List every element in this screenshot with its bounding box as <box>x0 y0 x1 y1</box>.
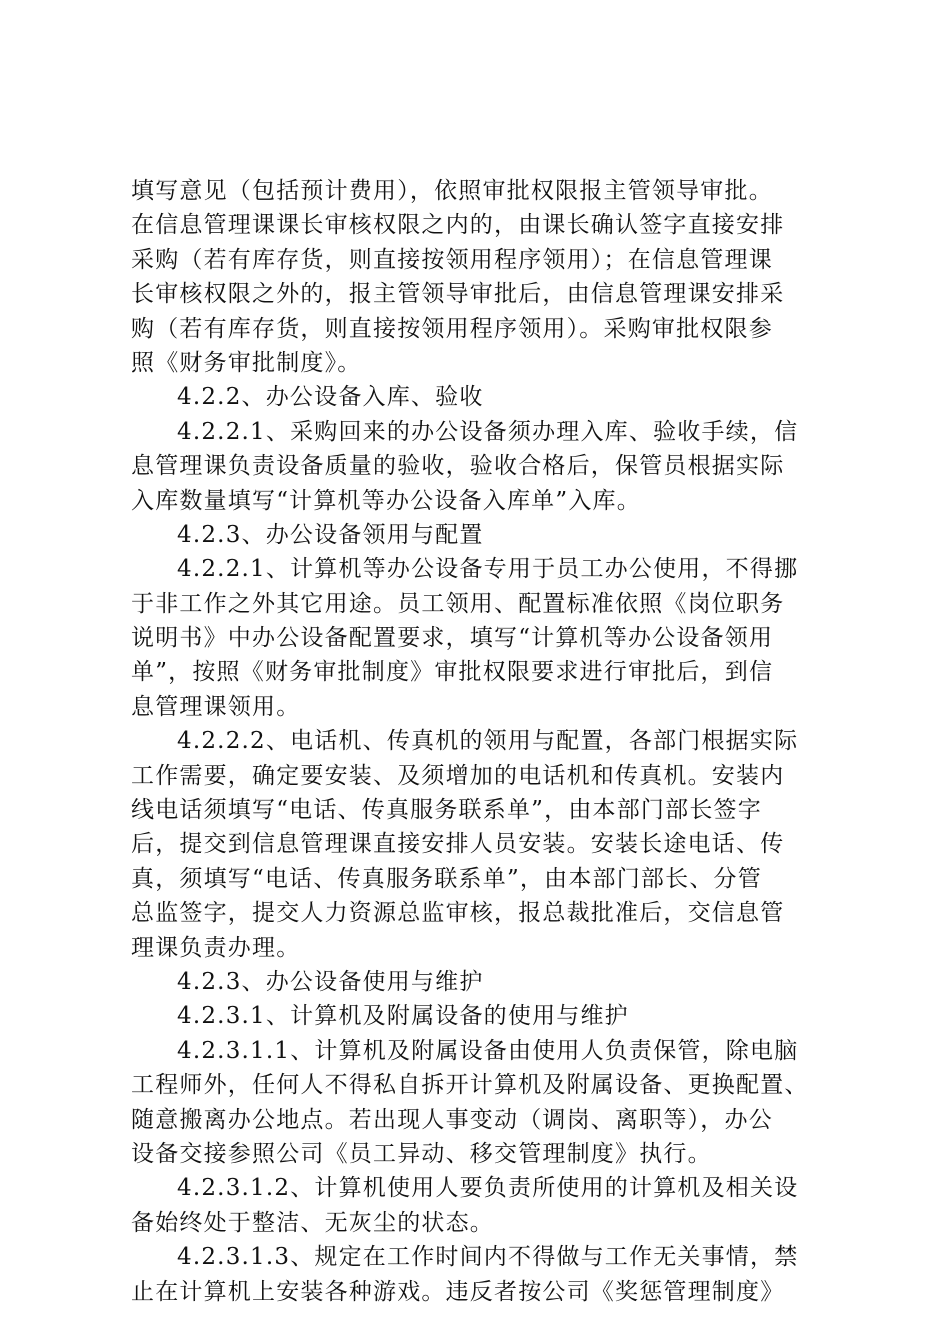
text-line: 息管理课领用。 <box>131 693 301 720</box>
text-line: 填写意见（包括预计费用），依照审批权限报主管领导审批。 <box>131 178 773 204</box>
paragraph-start-line: 4.2.3、办公设备使用与维护 <box>177 968 484 995</box>
text-line: 真，须填写“电话、传真服务联系单”，由本部门部长、分管 <box>131 865 762 892</box>
text-line: 入库数量填写“计算机等办公设备入库单”入库。 <box>131 487 641 514</box>
text-line: 后，提交到信息管理课直接安排人员安装。安装长途电话、传 <box>131 831 785 858</box>
text-line: 在信息管理课课长审核权限之内的，由课长确认签字直接安排 <box>131 212 785 239</box>
text-line: 采购（若有库存货，则直接按领用程序领用）；在信息管理课 <box>131 246 773 273</box>
text-line: 单”，按照《财务审批制度》审批权限要求进行审批后，到信 <box>131 659 774 686</box>
text-line: 工程师外，任何人不得私自拆开计算机及附属设备、更换配置、 <box>131 1072 809 1099</box>
text-line: 设备交接参照公司《员工异动、移交管理制度》执行。 <box>131 1140 712 1167</box>
text-line: 于非工作之外其它用途。员工领用、配置标准依照《岗位职务 <box>131 590 785 617</box>
text-line: 购（若有库存货，则直接按领用程序领用）。采购审批权限参 <box>131 315 773 342</box>
text-line: 线电话须填写“电话、传真服务联系单”，由本部门部长签字 <box>131 797 762 824</box>
paragraph-start-line: 4.2.2.2、电话机、传真机的领用与配置，各部门根据实际 <box>177 728 799 755</box>
text-line: 止在计算机上安装各种游戏。违反者按公司《奖惩管理制度》 <box>131 1278 785 1305</box>
paragraph-start-line: 4.2.3.1、计算机及附属设备的使用与维护 <box>177 1003 629 1030</box>
text-line: 说明书》中办公设备配置要求，填写“计算机等办公设备领用 <box>131 625 774 652</box>
text-line: 照《财务审批制度》。 <box>131 349 362 376</box>
text-line: 工作需要，确定要安装、及须增加的电话机和传真机。安装内 <box>131 762 785 789</box>
text-line: 长审核权限之外的，报主管领导审批后，由信息管理课安排采 <box>131 281 785 308</box>
document-body <box>131 174 831 1309</box>
text-line: 备始终处于整洁、无灰尘的状态。 <box>131 1209 494 1236</box>
paragraph-start-line: 4.2.3.1.2、计算机使用人要负责所使用的计算机及相关设 <box>177 1175 799 1202</box>
paragraph-start-line: 4.2.2.1、计算机等办公设备专用于员工办公使用，不得挪 <box>177 556 799 583</box>
text-line: 息管理课负责设备质量的验收，验收合格后，保管员根据实际 <box>131 453 785 480</box>
text-line: 随意搬离办公地点。若出现人事变动（调岗、离职等），办公 <box>131 1106 773 1133</box>
paragraph-start-line: 4.2.2、办公设备入库、验收 <box>177 384 484 411</box>
paragraph-start-line: 4.2.3、办公设备领用与配置 <box>177 521 484 548</box>
paragraph-start-line: 4.2.3.1.3、规定在工作时间内不得做与工作无关事情，禁 <box>177 1244 799 1271</box>
text-line: 理课负责办理。 <box>131 934 301 961</box>
text-line: 总监签字，提交人力资源总监审核，报总裁批准后，交信息管 <box>131 900 785 927</box>
paragraph-start-line: 4.2.2.1、采购回来的办公设备须办理入库、验收手续，信 <box>177 418 799 445</box>
paragraph-start-line: 4.2.3.1.1、计算机及附属设备由使用人负责保管，除电脑 <box>177 1037 799 1064</box>
